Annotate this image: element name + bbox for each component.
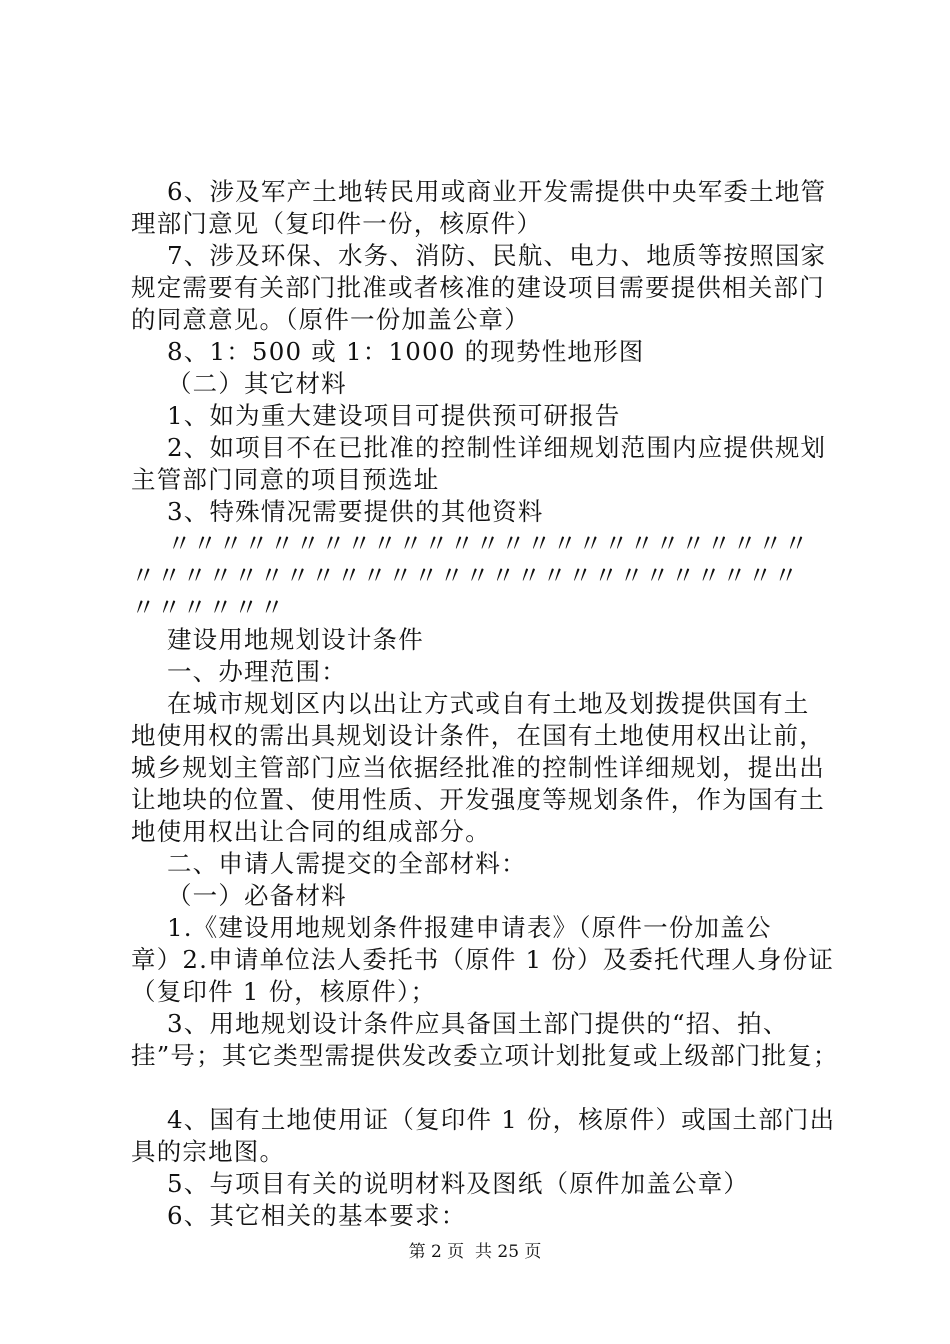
section-heading: 一、办理范围： [131, 657, 347, 686]
text-line: 8、1：500 或 1：1000 的现势性地形图 [131, 337, 645, 366]
text-line: 挂”号；其它类型需提供发改委立项计划批复或上级部门批复； [131, 1041, 839, 1070]
text-line: 7、涉及环保、水务、消防、民航、电力、地质等按照国家 [131, 241, 827, 270]
section-heading: （二）其它材料 [131, 369, 347, 398]
ditto-separator-line: 〃〃〃〃〃〃 [131, 593, 286, 622]
text-line: 理部门意见（复印件一份，核原件） [131, 209, 543, 238]
text-line: 章）2.申请单位法人委托书（原件 1 份）及委托代理人身份证 [131, 945, 835, 974]
text-line: 地使用权的需出具规划设计条件，在国有土地使用权出让前， [131, 721, 825, 750]
text-line: 的同意意见。（原件一份加盖公章） [131, 305, 530, 334]
section-heading: 二、申请人需提交的全部材料： [131, 849, 527, 878]
text-line: 让地块的位置、使用性质、开发强度等规划条件，作为国有土 [131, 785, 825, 814]
text-line: 3、用地规划设计条件应具备国土部门提供的“招、拍、 [131, 1009, 789, 1038]
text-line: 3、特殊情况需要提供的其他资料 [131, 497, 544, 526]
text-line: （复印件 1 份，核原件）； [131, 977, 437, 1006]
text-line: 5、与项目有关的说明材料及图纸（原件加盖公章） [131, 1169, 750, 1198]
text-line: 具的宗地图。 [131, 1137, 286, 1166]
text-line: 4、国有土地使用证（复印件 1 份，核原件）或国土部门出 [131, 1105, 836, 1134]
text-line: 在城市规划区内以出让方式或自有土地及划拨提供国有土 [131, 689, 810, 718]
ditto-separator-line: 〃〃〃〃〃〃〃〃〃〃〃〃〃〃〃〃〃〃〃〃〃〃〃〃〃〃 [131, 561, 800, 590]
ditto-separator-line: 〃〃〃〃〃〃〃〃〃〃〃〃〃〃〃〃〃〃〃〃〃〃〃〃〃 [131, 529, 810, 558]
text-line: 2、如项目不在已批准的控制性详细规划范围内应提供规划 [131, 433, 827, 462]
document-title: 建设用地规划设计条件 [131, 625, 424, 654]
text-line: 6、其它相关的基本要求： [131, 1201, 467, 1230]
section-heading: （一）必备材料 [131, 881, 347, 910]
text-line: 地使用权出让合同的组成部分。 [131, 817, 491, 846]
text-line: 6、涉及军产土地转民用或商业开发需提供中央军委土地管 [131, 177, 827, 206]
text-line: 规定需要有关部门批准或者核准的建设项目需要提供相关部门 [131, 273, 825, 302]
page-number-footer: 第 2 页 共 25 页 [408, 1242, 542, 1262]
text-line: 主管部门同意的项目预选址 [131, 465, 440, 494]
text-line: 1.《建设用地规划条件报建申请表》（原件一份加盖公 [131, 913, 772, 942]
text-line: 城乡规划主管部门应当依据经批准的控制性详细规划，提出出 [131, 753, 825, 782]
text-line: 1、如为重大建设项目可提供预可研报告 [131, 401, 621, 430]
